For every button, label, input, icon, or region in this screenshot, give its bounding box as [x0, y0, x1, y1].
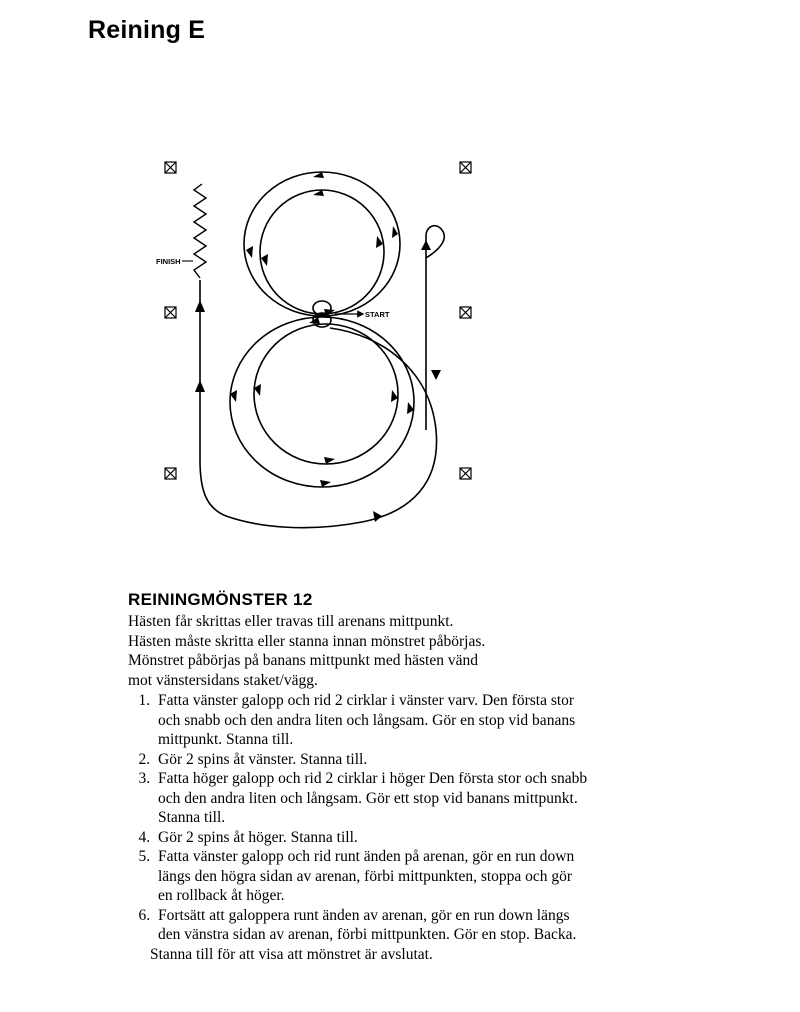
intro-line: mot vänstersidans staket/vägg.	[128, 671, 318, 689]
arena-cone-marker	[165, 162, 176, 173]
pattern-description	[128, 590, 588, 964]
right-run-down-arrows	[373, 240, 441, 522]
right-run-down-path	[226, 226, 444, 528]
arena-cone-marker	[165, 468, 176, 479]
back-up-squiggle	[194, 184, 206, 278]
list-item: 3. Fatta höger galopp och rid 2 cirklar i höger Den första stor och snabb och den andra liten och långsam. Gör ett stop vid banans mittpunkt. Stanna till.	[154, 769, 588, 828]
intro-line: Hästen måste skritta eller stanna innan mönstret påbörjas.	[128, 632, 486, 650]
lower-large-circle	[230, 317, 414, 487]
page-title: Reining E	[88, 16, 206, 44]
left-run-down-path	[200, 280, 226, 516]
arena-cone-marker	[460, 307, 471, 318]
list-item: 1. Fatta vänster galopp och rid 2 cirklar i vänster varv. Den första stor och snabb och den andra liten och långsam. Gör en stop vid banans mittpunkt. Stanna till.	[154, 691, 588, 750]
intro-line: Mönstret påbörjas på banans mittpunkt med hästen vänd	[128, 652, 478, 669]
pattern-step-list	[128, 691, 588, 945]
lower-large-circle-arrows	[230, 317, 414, 487]
arena-cone-marker	[460, 468, 471, 479]
upper-small-circle-arrows	[261, 190, 383, 266]
pattern-heading: REININGMÖNSTER 12	[128, 590, 313, 609]
lower-small-circle-arrows	[254, 384, 398, 464]
list-item: 2. Gör 2 spins åt vänster. Stanna till.	[154, 750, 588, 770]
pattern-closing-line: Stanna till för att visa att mönstret är avslutat.	[150, 945, 433, 963]
pattern-intro	[128, 612, 588, 690]
arena-cone-marker	[165, 307, 176, 318]
lower-small-circle	[254, 324, 398, 464]
arena-cone-marker	[460, 162, 471, 173]
list-item: 5. Fatta vänster galopp och rid runt änden på arenan, gör en run down längs den högra sidan av arenan, förbi mittpunkten, stoppa och gör en rollback åt höger.	[154, 847, 588, 906]
finish-label: FINISH	[156, 257, 181, 266]
reining-pattern-diagram	[130, 130, 650, 570]
intro-line: Hästen får skrittas eller travas till arenans mittpunkt.	[128, 613, 454, 630]
list-item: 4. Gör 2 spins åt höger. Stanna till.	[154, 828, 588, 848]
list-item: 6. Fortsätt att galoppera runt änden av arenan, gör en run down längs den vänstra sidan av arenan, förbi mittpunkten. Gör en stop. Backa.	[154, 906, 588, 945]
upper-small-circle	[260, 190, 384, 314]
start-label: START	[365, 310, 390, 319]
